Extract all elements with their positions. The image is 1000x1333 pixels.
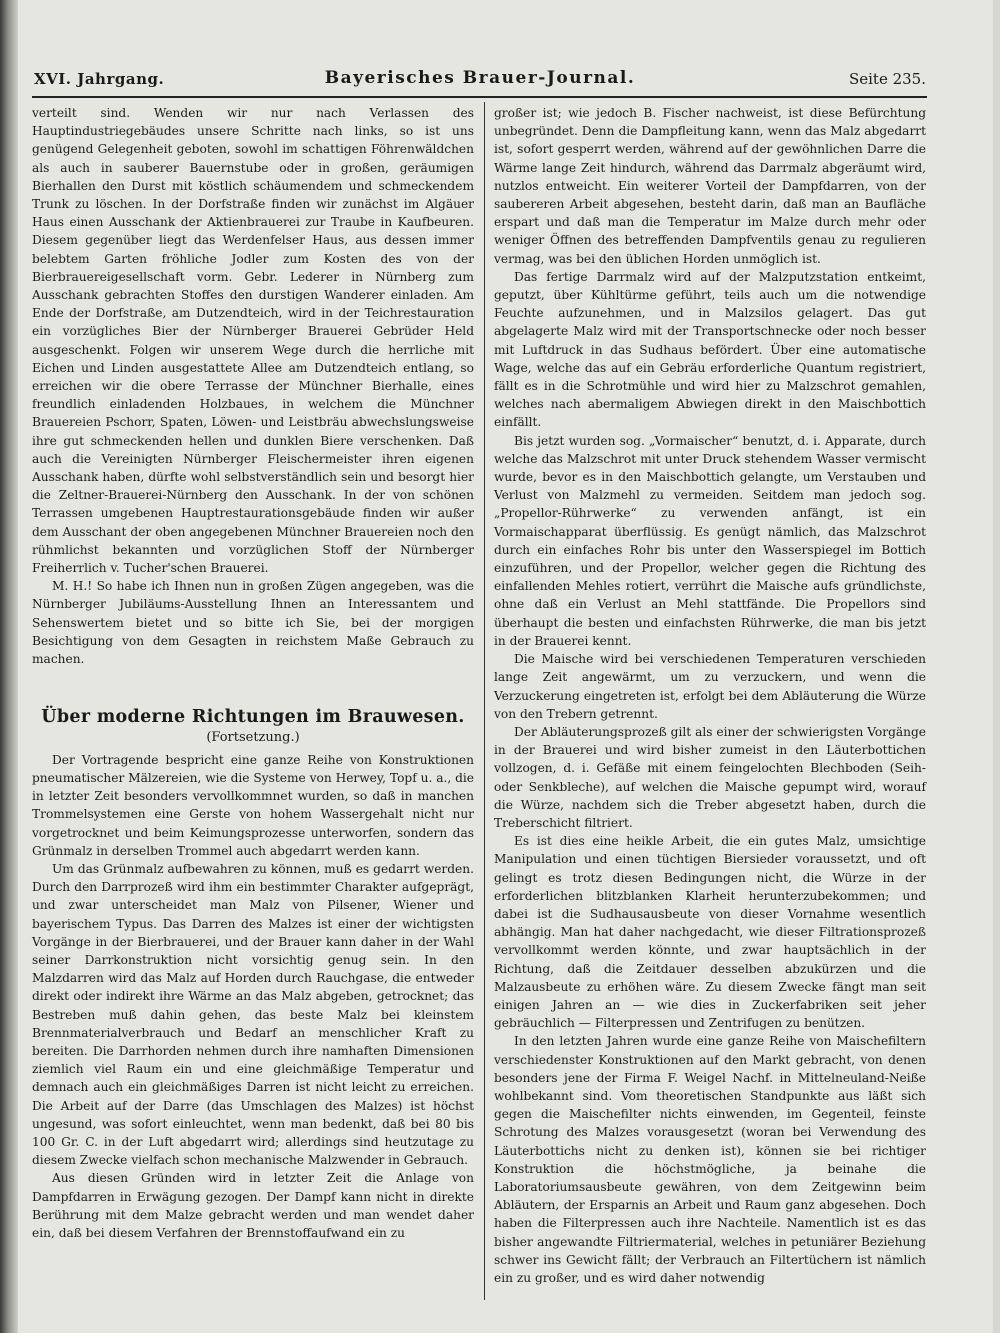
journal-title: Bayerisches Brauer-Journal. <box>324 68 636 88</box>
paragraph: Es ist dies eine heikle Arbeit, die ein gutes Malz, umsichtige Manipulation und einen tüchtigen Biersieder voraussetzt, und oft gelingt es trotz diesen Bedingungen nicht, die Würze in der erforderlichen blitzblanken Klarheit herunterzubekommen; und dabei ist die Sudhausausbeute von dieser Vornahme wesentlich abhängig. Man hat daher nachgedacht, wie dieser Filtrationsprozeß vervollkommt werden könnte, und zwar hauptsächlich in der Richtung, daß die Zeitdauer desselben abzukürzen und die Malzausbeute zu erhöhen wäre. Zu diesem Zwecke fängt man seit einigen Jahren an — wie dies in Zuckerfabriken seit jeher gebräuchlich — Filterpressen und Zentrifugen zu benützen. <box>494 834 926 1031</box>
article-subtitle: (Fortsetzung.) <box>206 729 300 745</box>
column-divider <box>484 102 485 1300</box>
page-header <box>34 68 926 96</box>
paragraph: verteilt sind. Wenden wir nur nach Verlassen des Hauptindustriegebäudes unsere Schritte nach links, so ist uns genügend Gelegenheit geboten, sowohl im schattigen Föhrenwäldchen als auch in sauberer Bauernstube oder in großen, geräumigen Bierhallen den Durst mit köstlich schäumendem und schmeckendem Trunk zu löschen. In der Dorfstraße finden wir zunächst im Algäuer Haus einen Ausschank der Aktienbrauerei zur Traube in Kaufbeuren. Diesem gegenüber liegt das Werdenfelser Haus, aus dessen immer belebtem Garten fröhliche Jodler zum Kosten des von der Bierbrauereigesellschaft vorm. Gebr. Lederer in Nürnberg zum Ausschank gebrachten Stoffes den durstigen Wanderer einladen. Am Ende der Dorfstraße, am Dutzendteich, wird in der Teichrestauration ein vorzügliches Bier der Nürnberger Brauerei Gebrüder Held ausgeschenkt. Folgen wir unserem Wege durch die herrliche mit Eichen und Linden ausgestattete Allee am Dutzendteich entlang, so erreichen wir die obere Terrasse der Münchner Bierhalle, eines freundlich einladenden Holzbaues, in welchem die Münchner Brauereien Pschorr, Spaten, Löwen- und Leistbräu abwechslungsweise ihre gut schmeckenden hellen und dunklen Biere verschenken. Daß auch die Vereinigten Nürnberger Fleischermeister ihren eigenen Ausschank haben, dürfte wohl selbstverständlich sein und besorgt hier die Zeltner-Brauerei-Nürnberg den Ausschank. In der von schönen Terrassen umgebenen Hauptrestaurationsgebäude finden wir außer dem Ausschant der oben angegebenen Münchner Brauereien noch den rühmlichst bekannten und vorzüglichen Stoff der Nürnberger Freiherrlich v. Tucher'schen Brauerei. <box>32 106 474 576</box>
paragraph: Der Vortragende bespricht eine ganze Reihe von Konstruktionen pneumatischer Mälzereien, wie die Systeme von Herwey, Topf u. a., die in letzter Zeit besonders vervollkommnet wurden, so daß in manchen Trommelsystemen eine Gerste von hohem Wassergehalt nicht nur vorgetrocknet und beim Keimungsprozesse unterworfen, sondern das Grünmalz in derselben Trommel auch abgedarrt werden kann. <box>32 752 475 858</box>
paragraph: Bis jetzt wurden sog. „Vormaischer“ benutzt, d. i. Apparate, durch welche das Malzschrot mit unter Druck stehendem Wasser vermischt wurde, bevor es in den Maischbottich gelangte, um Verstauben und Verlust von Malzmehl zu vermeiden. Seitdem man jedoch sog. „Propellor-Rührwerke“ zu verwenden anfängt, ist ein Vormaischapparat überflüssig. Es genügt nämlich, das Malzschrot durch ein einfaches Rohr bis unter den Wasserspiegel im Bottich einzuführen, und der Propellor, welcher gegen die Richtung des einfallenden Mehles rotiert, verrührt die Maische aufs gründlichste, ohne daß ein Verlust an Mehl stattfände. Die Propellors sind überhaupt die besten und einfachsten Rührwerke, die man bis jetzt in der Brauerei kennt. <box>494 433 926 648</box>
header-rule <box>32 96 927 98</box>
page-number: Seite 235. <box>848 70 926 88</box>
paragraph: großer ist; wie jedoch B. Fischer nachweist, ist diese Befürchtung unbegründet. Denn die Dampfleitung kann, wenn das Malz abgedarrt ist, sofort gesperrt werden, während auf der gewöhnlichen Darre die Wärme lange Zeit hindurch, während das Darrmalz abgeräumt wird, nutzlos entweicht. Ein weiterer Vorteil der Dampfdarren, von der saubereren Arbeit abgesehen, besteht darin, daß man an Baufläche erspart und daß man die Temperatur im Malze durch mehr oder weniger Öffnen des betreffenden Dampfventils genau zu regulieren vermag, was bei den üblichen Horden unmöglich ist. <box>494 106 926 266</box>
paragraph: Das fertige Darrmalz wird auf der Malzputzstation entkeimt, geputzt, über Kühltürme geführt, teils auch um die notwendige Feuchte aufzunehmen, und in Malzsilos gelagert. Das gut abgelagerte Malz wird mit der Transportschnecke oder noch besser mit Luftdruck in das Sudhaus befördert. Über eine automatische Wage, welche das auf ein Gebräu erforderliche Quantum registriert, fällt es in die Schrotmühle und wird hier zu Malzschrot gemahlen, welches nach abermaligem Abwiegen direkt in den Maischbottich einfällt. <box>494 269 926 430</box>
volume-label: XVI. Jahrgang. <box>34 70 165 88</box>
article-title: Über moderne Richtungen im Brauwesen. <box>41 707 465 728</box>
right-column <box>494 104 926 1287</box>
paragraph: Um das Grünmalz aufbewahren zu können, muß es gedarrt werden. Durch den Darrprozeß wird ihm ein bestimmter Charakter aufgeprägt, und zwar unterscheidet man Malz von Pilsener, Wiener und bayerischem Typus. Das Darren des Malzes ist einer der wichtigsten Vorgänge in der Bierbrauerei, und der Brauer kann daher in der Wahl seiner Darrkonstruktion nicht vorsichtig genug sein. In den Malzdarren wird das Malz auf Horden durch Rauchgase, die entweder direkt oder indirekt ihre Wärme an das Malz abgeben, getrocknet; das Bestreben muß dahin gehen, das beste Malz bei kleinstem Brennmaterialverbrauch und Bedarf an menschlicher Kraft zu bereiten. Die Darrhorden nehmen durch ihre namhaften Dimensionen ziemlich viel Raum ein und eine gleichmäßige Temperatur und demnach auch ein gleichmäßiges Darren ist nicht leicht zu erreichen. Die Arbeit auf der Darre (das Umschlagen des Malzes) ist höchst ungesund, was sofort einleuchtet, wenn man bedenkt, daß bei 80 bis 100 Gr. C. in der Luft abgedarrt wird; allerdings sind heutzutage zu diesem Zwecke vielfach schon mechanische Malzwender in Gebrauch. <box>32 861 474 1168</box>
paragraph: Der Abläuterungsprozeß gilt als einer der schwierigsten Vorgänge in der Brauerei und wird bisher zumeist in den Läuterbottichen vollzogen, d. i. Gefäße mit einem feingelochten Blechboden (Seih- oder Senkbleche), auf welchen die Maische gepumpt wird, worauf die Würze, nachdem sich die Treber abgesetzt haben, durch die Treberschicht filtriert. <box>494 724 926 830</box>
paragraph: Die Maische wird bei verschiedenen Temperaturen verschieden lange Zeit angewärmt, um zu verzuckern, und wenn die Verzuckerung eingetreten ist, erfolgt bei dem Abläuterung die Würze von den Trebern getrennt. <box>494 652 926 721</box>
left-column <box>32 104 474 1242</box>
paragraph: M. H.! So habe ich Ihnen nun in großen Zügen angegeben, was die Nürnberger Jubiläums-Ausstellung Ihnen an Interessantem und Sehenswertem bietet und so bitte ich Sie, bei der morgigen Besichtigung von dem Gesagten in reichstem Maße Gebrauch zu machen. <box>32 579 474 667</box>
book-binding-edge <box>0 0 18 1333</box>
paragraph: Aus diesen Gründen wird in letzter Zeit die Anlage von Dampfdarren in Erwägung gezogen. Der Dampf kann nicht in direkte Berührung mit dem Malze gebracht werden und man wendet daher ein, daß bei diesem Verfahren der Brennstoffaufwand ein zu <box>32 1171 474 1240</box>
paragraph: In den letzten Jahren wurde eine ganze Reihe von Maischefiltern verschiedenster Konstruktionen auf den Markt gebracht, von denen besonders jene der Firma F. Weigel Nachf. in Mittelneuland-Neiße wohlbekannt sind. Vom theoretischen Standpunkte aus läßt sich gegen die Maischefilter nichts einwenden, im Gegenteil, feinste Schrotung des Malzes vorausgesetzt (woran bei Verwendung des Läuterbottichs nicht zu denken ist), können sie bei richtiger Konstruktion die höchstmögliche, ja beinahe die Laboratoriumsausbeute gewähren, von dem Zeitgewinn beim Abläutern, der Ersparnis an Arbeit und Raum ganz abgesehen. Doch haben die Filterpressen auch ihre Nachteile. Namentlich ist es das bisher angewandte Filtriermaterial, welches in petuniärer Beziehung schwer ins Gewicht fällt; der Verbrauch an Filtertüchern ist nämlich ein zu großer, und es wird daher notwendig <box>494 1034 926 1285</box>
